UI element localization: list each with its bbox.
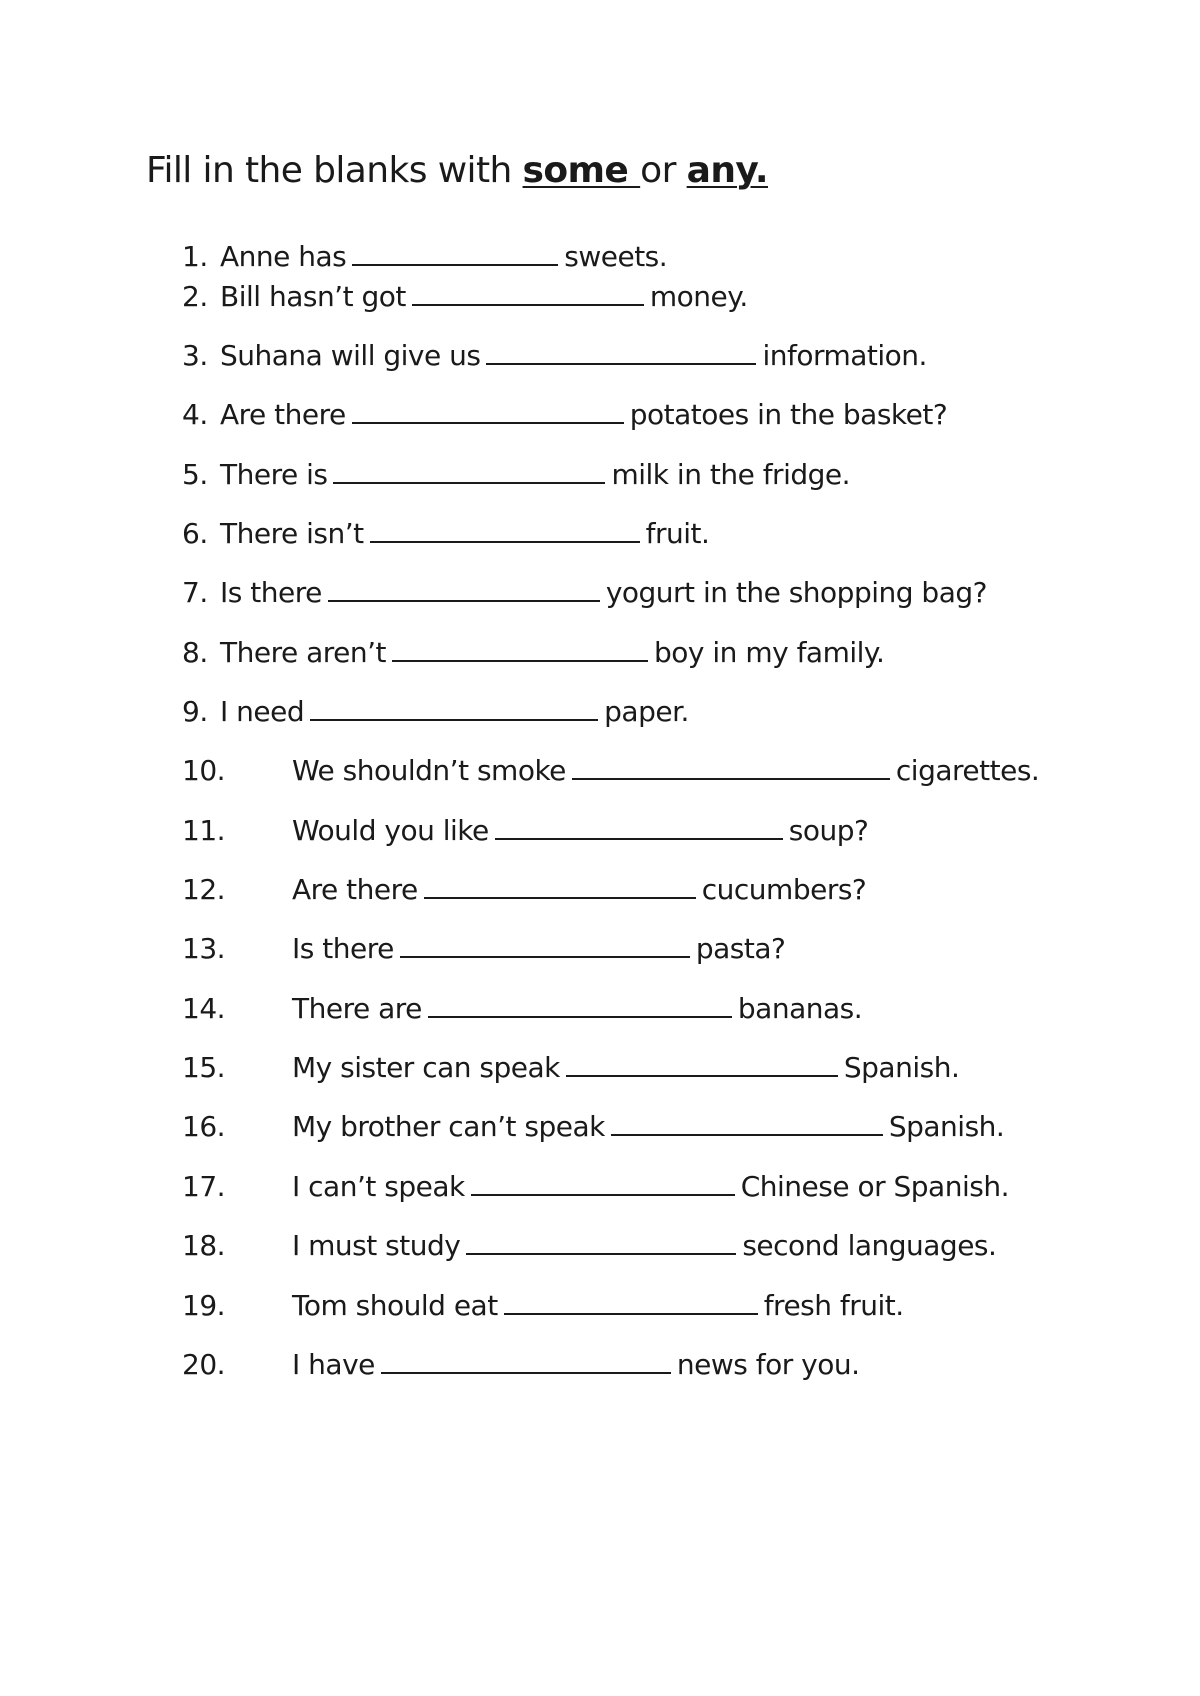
exercise-item xyxy=(182,513,709,553)
item-text-before: We shouldn’t smoke xyxy=(292,754,566,787)
keyword-some: some xyxy=(522,150,641,191)
item-text-before: I can’t speak xyxy=(292,1170,465,1203)
item-text-after: paper. xyxy=(604,695,689,728)
exercise-item xyxy=(182,236,667,276)
answer-blank[interactable] xyxy=(392,632,648,662)
item-text-after: Spanish. xyxy=(888,1110,1005,1143)
item-text-before: Are there xyxy=(292,873,418,906)
item-text-after: fruit. xyxy=(645,517,710,550)
item-text-after: boy in my family. xyxy=(654,636,885,669)
item-number: 18. xyxy=(182,1229,226,1262)
exercise-item xyxy=(182,988,862,1028)
item-text-before: Tom should eat xyxy=(292,1289,498,1322)
item-text-before: Bill hasn’t got xyxy=(220,280,406,313)
item-number: 1. xyxy=(182,240,208,273)
item-number: 12. xyxy=(182,873,226,906)
answer-blank[interactable] xyxy=(328,572,600,602)
item-number: 15. xyxy=(182,1051,226,1084)
item-text-before: Is there xyxy=(220,576,322,609)
item-text-after: cucumbers? xyxy=(701,873,867,906)
item-text-after: potatoes in the basket? xyxy=(629,398,948,431)
exercise-item xyxy=(182,1047,959,1087)
worksheet-title xyxy=(146,150,768,191)
item-text-before: My brother can’t speak xyxy=(292,1110,605,1143)
answer-blank[interactable] xyxy=(400,928,690,958)
item-number: 6. xyxy=(182,517,208,550)
item-number: 9. xyxy=(182,695,208,728)
item-text-before: Anne has xyxy=(220,240,347,273)
answer-blank[interactable] xyxy=(466,1225,736,1255)
item-text-before: Suhana will give us xyxy=(220,339,481,372)
item-number: 5. xyxy=(182,458,208,491)
item-text-before: There aren’t xyxy=(220,636,387,669)
item-text-after: cigarettes. xyxy=(895,754,1040,787)
answer-blank[interactable] xyxy=(333,454,605,484)
answer-blank[interactable] xyxy=(471,1166,735,1196)
item-text-after: news for you. xyxy=(676,1348,860,1381)
answer-blank[interactable] xyxy=(424,869,696,899)
exercise-item xyxy=(182,869,866,909)
item-number: 11. xyxy=(182,814,226,847)
item-number: 3. xyxy=(182,339,208,372)
exercise-item xyxy=(182,276,748,316)
keyword-any: any. xyxy=(686,150,769,191)
item-number: 20. xyxy=(182,1348,226,1381)
answer-blank[interactable] xyxy=(611,1106,883,1136)
answer-blank[interactable] xyxy=(352,394,624,424)
item-text-after: Spanish. xyxy=(843,1051,960,1084)
answer-blank[interactable] xyxy=(504,1285,758,1315)
title-joiner: or xyxy=(640,150,687,191)
item-text-before: There isn’t xyxy=(220,517,364,550)
item-number: 10. xyxy=(182,754,226,787)
item-number: 7. xyxy=(182,576,208,609)
item-text-after: yogurt in the shopping bag? xyxy=(605,576,987,609)
title-prefix: Fill in the blanks with xyxy=(146,150,523,191)
item-text-after: sweets. xyxy=(564,240,668,273)
item-text-before: Are there xyxy=(220,398,346,431)
answer-blank[interactable] xyxy=(572,750,890,780)
exercise-item xyxy=(182,810,868,850)
item-text-before: My sister can speak xyxy=(292,1051,560,1084)
item-number: 17. xyxy=(182,1170,226,1203)
answer-blank[interactable] xyxy=(486,335,756,365)
answer-blank[interactable] xyxy=(310,691,598,721)
item-number: 19. xyxy=(182,1289,226,1322)
exercise-item xyxy=(182,335,927,375)
item-text-before: There is xyxy=(220,458,328,491)
exercise-item xyxy=(182,1225,996,1265)
item-number: 13. xyxy=(182,932,226,965)
exercise-item xyxy=(182,1285,904,1325)
item-number: 16. xyxy=(182,1110,226,1143)
exercise-item xyxy=(182,1166,1009,1206)
exercise-item xyxy=(182,691,689,731)
exercise-item xyxy=(182,928,785,968)
exercise-item xyxy=(182,572,987,612)
item-text-before: Would you like xyxy=(292,814,489,847)
item-text-before: I have xyxy=(292,1348,375,1381)
item-text-after: money. xyxy=(649,280,748,313)
exercise-item xyxy=(182,454,850,494)
exercise-item xyxy=(182,750,1039,790)
item-number: 4. xyxy=(182,398,208,431)
answer-blank[interactable] xyxy=(381,1344,671,1374)
answer-blank[interactable] xyxy=(412,276,644,306)
item-text-before: I must study xyxy=(292,1229,461,1262)
item-text-after: bananas. xyxy=(737,992,863,1025)
answer-blank[interactable] xyxy=(352,236,558,266)
exercise-item xyxy=(182,1106,1004,1146)
exercise-item xyxy=(182,1344,859,1384)
item-text-after: Chinese or Spanish. xyxy=(740,1170,1009,1203)
item-text-after: pasta? xyxy=(695,932,786,965)
item-text-after: information. xyxy=(762,339,927,372)
item-text-before: Is there xyxy=(292,932,394,965)
answer-blank[interactable] xyxy=(370,513,640,543)
answer-blank[interactable] xyxy=(495,810,783,840)
item-number: 2. xyxy=(182,280,208,313)
item-text-after: soup? xyxy=(788,814,869,847)
item-text-after: second languages. xyxy=(742,1229,997,1262)
exercise-item xyxy=(182,394,947,434)
answer-blank[interactable] xyxy=(566,1047,838,1077)
item-text-before: I need xyxy=(220,695,305,728)
item-number: 8. xyxy=(182,636,208,669)
item-number: 14. xyxy=(182,992,226,1025)
item-text-after: milk in the fridge. xyxy=(611,458,851,491)
item-text-after: fresh fruit. xyxy=(763,1289,904,1322)
item-text-before: There are xyxy=(292,992,422,1025)
exercise-item xyxy=(182,632,884,672)
answer-blank[interactable] xyxy=(428,988,732,1018)
